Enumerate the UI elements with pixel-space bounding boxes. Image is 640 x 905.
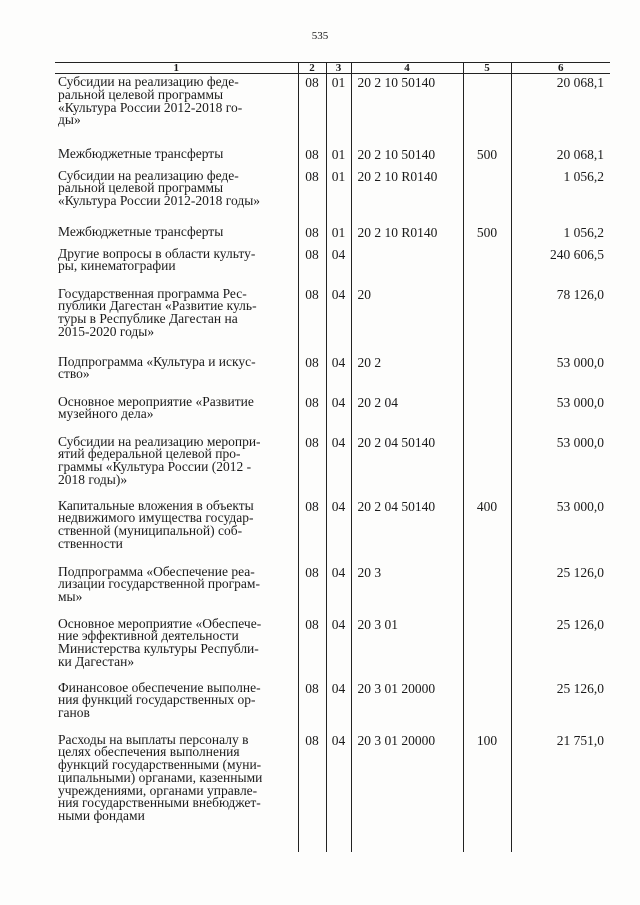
subsection-code-cell: 04: [326, 564, 351, 616]
row-name-cell: [55, 168, 298, 224]
target-category-cell: 20 2 10 R0140: [351, 168, 463, 224]
expense-type-cell: [463, 168, 511, 224]
row-name-line: 2015-2020 годы»: [58, 323, 155, 339]
subsection-code-cell: 04: [326, 354, 351, 394]
row-name-cell: [55, 434, 298, 498]
subsection-code-cell: 04: [326, 394, 351, 434]
row-name-line: ственности: [58, 535, 123, 551]
expense-type-cell: [463, 680, 511, 732]
section-code-cell: 08: [298, 732, 326, 852]
row-name-line: ципальными) органами, казенными: [58, 769, 263, 785]
row-name-line: функций государственными (муни-: [58, 757, 262, 773]
amount-cell: 20 068,1: [511, 74, 610, 146]
row-name-line: Капитальные вложения в объекты: [58, 497, 254, 513]
subsection-code-cell: 04: [326, 246, 351, 286]
row-name-line: Основное мероприятие «Обеспече-: [58, 615, 262, 631]
target-category-cell: 20 2: [351, 354, 463, 394]
row-name-line: ральной целевой программы: [58, 180, 224, 196]
column-header-expense-type: 5: [463, 63, 511, 74]
amount-cell: 78 126,0: [511, 286, 610, 354]
table-row: [55, 394, 610, 434]
row-name-cell: [55, 732, 298, 852]
budget-table: [55, 62, 610, 852]
section-code-cell: 08: [298, 246, 326, 286]
row-name-cell: [55, 146, 298, 168]
row-name-line: Основное мероприятие «Развитие: [58, 393, 254, 409]
expense-type-cell: 100: [463, 732, 511, 852]
row-name-line: Межбюджетные трансферты: [58, 145, 224, 161]
row-name-cell: [55, 680, 298, 732]
target-category-cell: 20 2 10 50140: [351, 74, 463, 146]
expense-type-cell: 500: [463, 224, 511, 246]
target-category-cell: 20 3 01 20000: [351, 732, 463, 852]
subsection-code-cell: 04: [326, 286, 351, 354]
target-category-cell: [351, 246, 463, 286]
row-name-line: публики Дагестан «Развитие куль-: [58, 298, 257, 314]
amount-cell: 25 126,0: [511, 616, 610, 680]
table-row: [55, 354, 610, 394]
target-category-cell: 20 2 04 50140: [351, 498, 463, 564]
row-name-line: 2018 годы)»: [58, 471, 128, 487]
target-category-cell: 20 3 01: [351, 616, 463, 680]
expense-type-cell: 500: [463, 146, 511, 168]
row-name-line: мы»: [58, 589, 83, 605]
section-code-cell: 08: [298, 168, 326, 224]
table-body: [55, 74, 610, 852]
section-code-cell: 08: [298, 146, 326, 168]
row-name-cell: [55, 286, 298, 354]
section-code-cell: 08: [298, 394, 326, 434]
column-header-name: 1: [55, 63, 298, 74]
row-name-line: Финансовое обеспечение выполне-: [58, 679, 261, 695]
row-name-cell: [55, 354, 298, 394]
row-name-line: ры, кинематографии: [58, 258, 176, 274]
target-category-cell: 20 3: [351, 564, 463, 616]
row-name-line: недвижимого имущества государ-: [58, 510, 254, 526]
row-name-line: лизации государственной програм-: [58, 576, 260, 592]
subsection-code-cell: 01: [326, 146, 351, 168]
subsection-code-cell: 01: [326, 74, 351, 146]
row-name-line: ятий федеральной целевой про-: [58, 446, 241, 462]
row-name-line: Межбюджетные трансферты: [58, 223, 224, 239]
expense-type-cell: [463, 286, 511, 354]
amount-cell: 25 126,0: [511, 680, 610, 732]
row-name-line: Подпрограмма «Обеспечение реа-: [58, 563, 255, 579]
table-row: [55, 224, 610, 246]
target-category-cell: 20 2 10 50140: [351, 146, 463, 168]
row-name-line: туры в Республике Дагестан на: [58, 311, 238, 327]
row-name-line: «Культура России 2012-2018 годы»: [58, 193, 261, 209]
target-category-cell: 20 3 01 20000: [351, 680, 463, 732]
section-code-cell: 08: [298, 434, 326, 498]
expense-type-cell: 400: [463, 498, 511, 564]
table-row: [55, 246, 610, 286]
subsection-code-cell: 01: [326, 224, 351, 246]
row-name-cell: [55, 246, 298, 286]
row-name-line: ки Дагестан»: [58, 653, 135, 669]
section-code-cell: 08: [298, 616, 326, 680]
row-name-line: Субсидии на реализацию феде-: [58, 74, 239, 89]
target-category-cell: 20 2 04 50140: [351, 434, 463, 498]
page-number: 535: [311, 30, 329, 42]
row-name-line: Министерства культуры Республи-: [58, 641, 259, 657]
row-name-cell: [55, 224, 298, 246]
amount-cell: 53 000,0: [511, 498, 610, 564]
row-name-line: целях обеспечения выполнения: [58, 744, 240, 760]
table-row: [55, 616, 610, 680]
row-name-line: ральной целевой программы: [58, 86, 224, 102]
row-name-line: Субсидии на реализацию феде-: [58, 167, 239, 183]
subsection-code-cell: 04: [326, 616, 351, 680]
expense-type-cell: [463, 616, 511, 680]
row-name-line: ганов: [58, 705, 90, 721]
row-name-line: ственной (муниципальной) соб-: [58, 523, 243, 539]
section-code-cell: 08: [298, 224, 326, 246]
row-name-line: Субсидии на реализацию меропри-: [58, 433, 261, 449]
row-name-line: «Культура России 2012-2018 го-: [58, 99, 243, 115]
row-name-line: Расходы на выплаты персоналу в: [58, 731, 249, 747]
amount-cell: 25 126,0: [511, 564, 610, 616]
table-row: [55, 286, 610, 354]
amount-cell: 53 000,0: [511, 354, 610, 394]
column-header-section: 2: [298, 63, 326, 74]
row-name-line: граммы «Культура России (2012 -: [58, 459, 252, 475]
subsection-code-cell: 04: [326, 498, 351, 564]
subsection-code-cell: 04: [326, 680, 351, 732]
target-category-cell: 20 2 10 R0140: [351, 224, 463, 246]
amount-cell: 21 751,0: [511, 732, 610, 852]
row-name-line: ния государственными внебюджет-: [58, 795, 261, 811]
target-category-cell: 20: [351, 286, 463, 354]
expense-type-cell: [463, 434, 511, 498]
row-name-line: ния функций государственных ор-: [58, 692, 256, 708]
row-name-line: ние эффективной деятельности: [58, 628, 239, 644]
row-name-line: Другие вопросы в области культу-: [58, 245, 256, 261]
table-row: [55, 74, 610, 146]
column-header-category: 4: [351, 63, 463, 74]
section-code-cell: 08: [298, 354, 326, 394]
table-header-row: [55, 63, 610, 74]
section-code-cell: 08: [298, 564, 326, 616]
row-name-line: ды»: [58, 112, 81, 128]
amount-cell: 240 606,5: [511, 246, 610, 286]
amount-cell: 53 000,0: [511, 434, 610, 498]
section-code-cell: 08: [298, 680, 326, 732]
table-row: [55, 498, 610, 564]
row-name-cell: [55, 74, 298, 146]
subsection-code-cell: 04: [326, 434, 351, 498]
expense-type-cell: [463, 246, 511, 286]
subsection-code-cell: 04: [326, 732, 351, 852]
row-name-line: учреждениями, органами управле-: [58, 782, 258, 798]
amount-cell: 1 056,2: [511, 224, 610, 246]
table-row: [55, 564, 610, 616]
amount-cell: 20 068,1: [511, 146, 610, 168]
target-category-cell: 20 2 04: [351, 394, 463, 434]
expense-type-cell: [463, 564, 511, 616]
row-name-cell: [55, 394, 298, 434]
column-header-amount: 6: [511, 63, 610, 74]
table-row: [55, 732, 610, 852]
table-row: [55, 434, 610, 498]
row-name-line: ными фондами: [58, 808, 145, 824]
amount-cell: 1 056,2: [511, 168, 610, 224]
section-code-cell: 08: [298, 74, 326, 146]
row-name-line: Государственная программа Рес-: [58, 285, 247, 301]
expense-type-cell: [463, 394, 511, 434]
section-code-cell: 08: [298, 286, 326, 354]
amount-cell: 53 000,0: [511, 394, 610, 434]
row-name-line: ство»: [58, 366, 90, 382]
row-name-line: музейного дела»: [58, 406, 154, 422]
row-name-line: Подпрограмма «Культура и искус-: [58, 353, 256, 369]
expense-type-cell: [463, 354, 511, 394]
column-header-subsection: 3: [326, 63, 351, 74]
table-row: [55, 168, 610, 224]
subsection-code-cell: 01: [326, 168, 351, 224]
table-row: [55, 146, 610, 168]
expense-type-cell: [463, 74, 511, 146]
row-name-cell: [55, 616, 298, 680]
row-name-cell: [55, 564, 298, 616]
section-code-cell: 08: [298, 498, 326, 564]
row-name-cell: [55, 498, 298, 564]
table-row: [55, 680, 610, 732]
